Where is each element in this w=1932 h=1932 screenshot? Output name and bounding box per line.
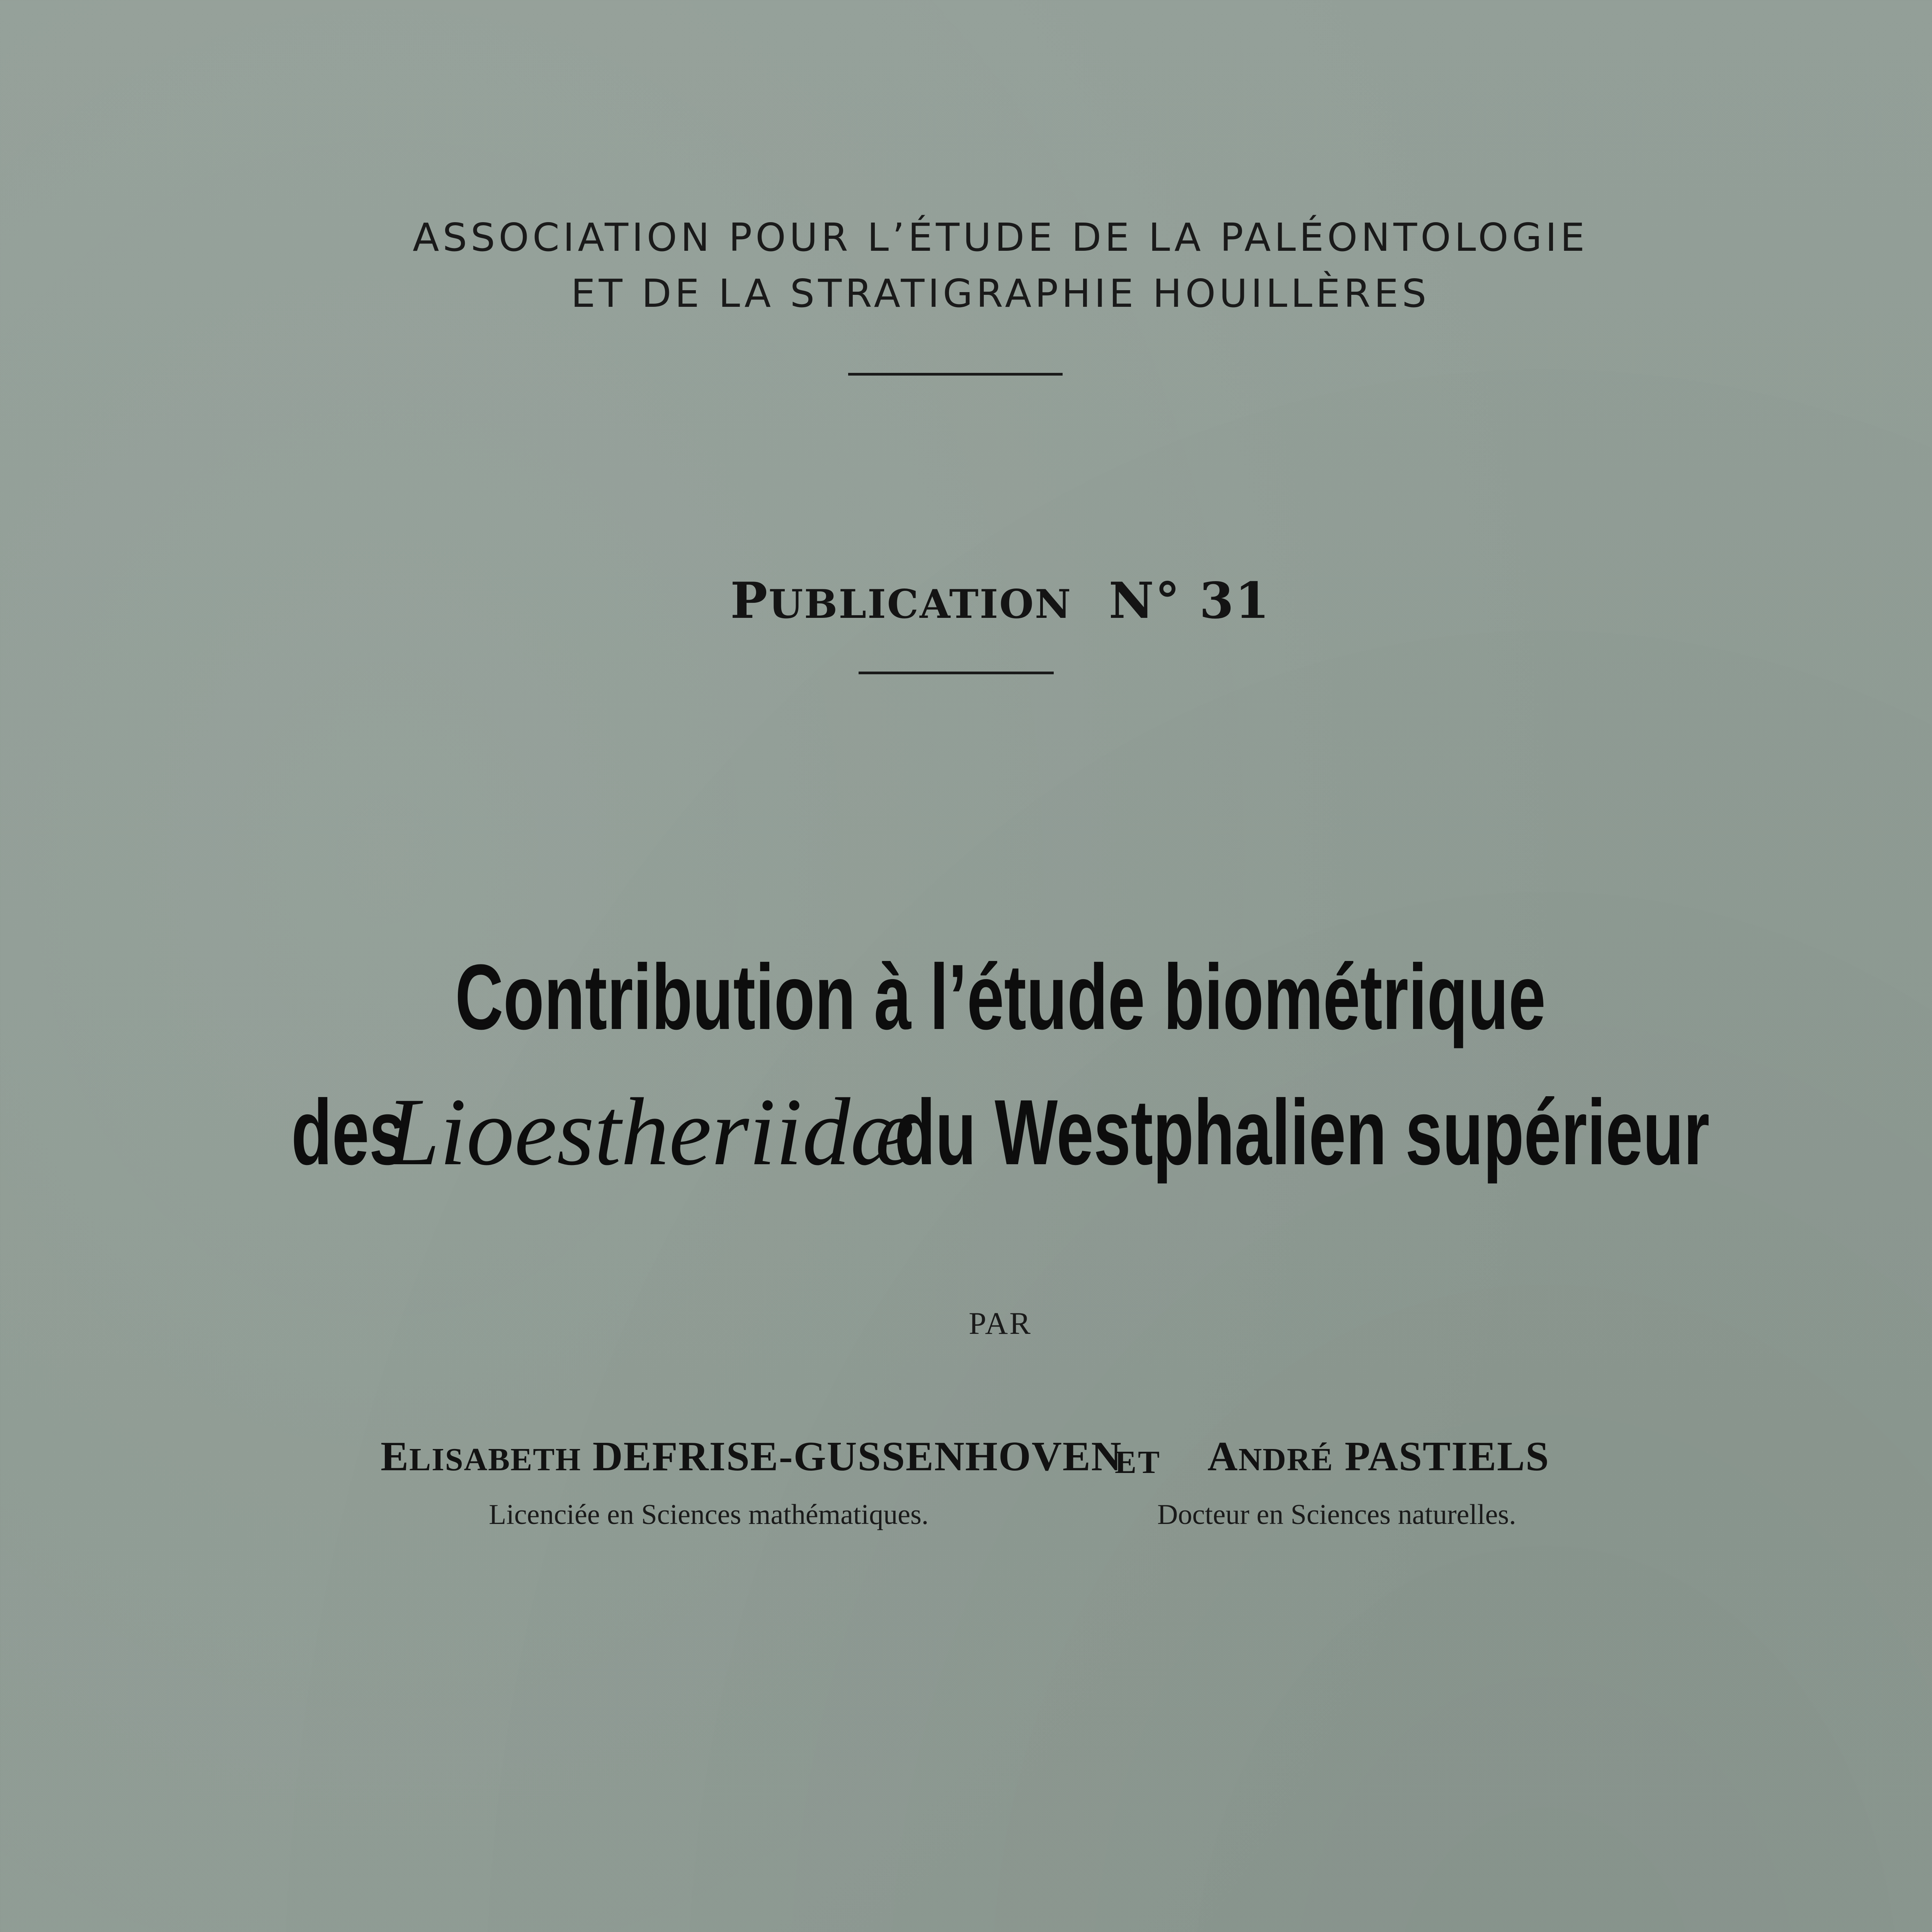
- by-label: PAR: [969, 1306, 1032, 1341]
- author-2-last-name: PASTIELS: [1345, 1434, 1550, 1480]
- divider-middle: [859, 672, 1054, 674]
- association-name-line-1: ASSOCIATION POUR L’ÉTUDE DE LA PALÉONTOLOGIE: [412, 215, 1588, 260]
- author-2-affiliation: Docteur en Sciences naturelles.: [1157, 1499, 1516, 1531]
- publication-label-initial: P: [730, 572, 769, 630]
- author-2-name: [1208, 1432, 1549, 1485]
- author-1-last-name: DEFRISE-GUSSENHOVEN: [592, 1434, 1122, 1480]
- author-conjunction: ET: [1115, 1444, 1162, 1480]
- association-name-line-2: ET DE LA STRATIGRAPHIE HOUILLÈRES: [571, 271, 1430, 316]
- author-1-first-rest: LISABETH: [409, 1442, 582, 1478]
- title-line-2-suffix: du Westphalien supérieur: [895, 1080, 1710, 1184]
- author-1-first-initial: E: [381, 1434, 410, 1480]
- title-line-2-prefix: des: [291, 1080, 406, 1184]
- publication-number-value: N° 31: [1109, 572, 1271, 630]
- author-1-affiliation: Licenciée en Sciences mathématiques.: [489, 1499, 929, 1531]
- divider-top: [848, 373, 1063, 376]
- title-line-2: [280, 1074, 1721, 1190]
- title-line-1: Contribution à l’étude biométrique: [455, 945, 1546, 1049]
- publication-label-rest: UBLICATION: [769, 581, 1072, 628]
- author-1-name: [381, 1432, 1122, 1485]
- publication-number: [0, 568, 1932, 637]
- author-2-first-rest: NDRÉ: [1238, 1442, 1334, 1478]
- author-2-first-initial: A: [1208, 1434, 1238, 1480]
- title-taxon-italic: Lioestheriidæ: [386, 1078, 915, 1185]
